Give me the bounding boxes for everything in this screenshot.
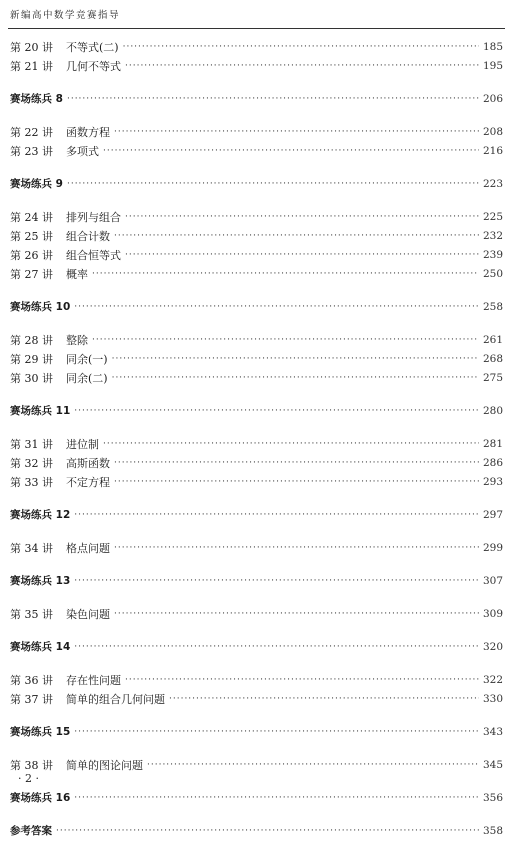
dot-leader: [123, 38, 479, 57]
page-ref: 216: [482, 145, 503, 157]
spacer: [10, 492, 503, 506]
lecture-number: 第 24 讲: [10, 211, 53, 224]
toc-lecture-entry: [10, 142, 503, 161]
toc-section-entry: [10, 298, 503, 317]
spacer: [10, 709, 503, 723]
toc-lecture-entry: [10, 671, 503, 690]
spacer: [10, 284, 503, 298]
page-ref: 309: [482, 608, 503, 620]
page-ref: 358: [482, 825, 503, 837]
lecture-title: 函数方程: [66, 126, 110, 139]
dot-leader: [114, 539, 479, 558]
page-ref: 330: [482, 693, 503, 705]
page-ref: 307: [482, 575, 503, 587]
page-ref: 185: [482, 41, 503, 53]
lecture-title: 简单的图论问题: [66, 759, 143, 772]
dot-leader: [103, 435, 479, 454]
toc-section-entry: [10, 638, 503, 657]
section-title: 赛场练兵 13: [10, 575, 71, 587]
page-ref: 223: [482, 178, 503, 190]
section-title: 赛场练兵 11: [10, 405, 71, 417]
page-ref: 232: [482, 230, 503, 242]
toc-lecture-entry: [10, 605, 503, 624]
page-ref: 297: [482, 509, 503, 521]
page-ref: 208: [482, 126, 503, 138]
toc-lecture-entry: [10, 38, 503, 57]
toc-lecture-entry: [10, 473, 503, 492]
section-title: 赛场练兵 12: [10, 509, 71, 521]
page-ref: 258: [482, 301, 503, 313]
toc-section-entry: [10, 789, 503, 808]
spacer: [10, 317, 503, 331]
dot-leader: [74, 402, 479, 421]
toc-section-entry: [10, 175, 503, 194]
toc-lecture-entry: [10, 690, 503, 709]
lecture-number: 第 25 讲: [10, 230, 53, 243]
lecture-title: 不定方程: [66, 476, 110, 489]
dot-leader: [125, 246, 479, 265]
spacer: [10, 558, 503, 572]
page-ref: 320: [482, 641, 503, 653]
dot-leader: [114, 605, 479, 624]
dot-leader: [114, 227, 479, 246]
lecture-title: 进位制: [66, 438, 99, 451]
lecture-title: 组合计数: [66, 230, 110, 243]
toc-lecture-entry: [10, 123, 503, 142]
dot-leader: [114, 123, 479, 142]
lecture-number: 第 33 讲: [10, 476, 53, 489]
dot-leader: [74, 723, 479, 742]
lecture-title: 同余(一): [66, 353, 108, 366]
dot-leader: [74, 638, 479, 657]
dot-leader: [74, 506, 479, 525]
lecture-title: 几何不等式: [66, 60, 121, 73]
running-head: 新编高中数学竞赛指导: [10, 10, 121, 21]
toc-lecture-entry: [10, 227, 503, 246]
lecture-number: 第 28 讲: [10, 334, 53, 347]
toc-lecture-entry: [10, 246, 503, 265]
dot-leader: [67, 90, 479, 109]
section-title: 参考答案: [10, 825, 52, 837]
lecture-number: 第 37 讲: [10, 693, 53, 706]
lecture-number: 第 21 讲: [10, 60, 53, 73]
section-title: 赛场练兵 14: [10, 641, 71, 653]
lecture-number: 第 23 讲: [10, 145, 53, 158]
page-ref: 286: [482, 457, 503, 469]
page-ref: 206: [482, 93, 503, 105]
spacer: [10, 591, 503, 605]
lecture-number: 第 29 讲: [10, 353, 53, 366]
page-number: · 2 ·: [18, 772, 39, 785]
page-ref: 280: [482, 405, 503, 417]
lecture-number: 第 36 讲: [10, 674, 53, 687]
dot-leader: [74, 789, 479, 808]
spacer: [10, 109, 503, 123]
toc-lecture-entry: [10, 265, 503, 284]
page-ref: 250: [482, 268, 503, 280]
lecture-number: 第 35 讲: [10, 608, 53, 621]
spacer: [10, 775, 503, 789]
page-ref: 195: [482, 60, 503, 72]
dot-leader: [169, 690, 479, 709]
dot-leader: [112, 369, 479, 388]
header-rule: [8, 28, 505, 29]
section-title: 赛场练兵 10: [10, 301, 71, 313]
spacer: [10, 657, 503, 671]
spacer: [10, 742, 503, 756]
lecture-title: 整除: [66, 334, 88, 347]
lecture-title: 概率: [66, 268, 88, 281]
lecture-title: 同余(二): [66, 372, 108, 385]
dot-leader: [125, 671, 479, 690]
section-title: 赛场练兵 9: [10, 178, 63, 190]
dot-leader: [112, 350, 479, 369]
lecture-title: 简单的组合几何问题: [66, 693, 165, 706]
dot-leader: [92, 331, 479, 350]
spacer: [10, 421, 503, 435]
lecture-title: 不等式(二): [66, 41, 119, 54]
lecture-title: 存在性问题: [66, 674, 121, 687]
page-ref: 239: [482, 249, 503, 261]
section-title: 赛场练兵 8: [10, 93, 63, 105]
toc-section-entry: [10, 90, 503, 109]
toc-section-entry: [10, 723, 503, 742]
page-ref: 225: [482, 211, 503, 223]
toc-lecture-entry: [10, 57, 503, 76]
lecture-title: 高斯函数: [66, 457, 110, 470]
toc-lecture-entry: [10, 350, 503, 369]
toc-lecture-entry: [10, 539, 503, 558]
dot-leader: [74, 572, 479, 591]
lecture-number: 第 31 讲: [10, 438, 53, 451]
page-ref: 275: [482, 372, 503, 384]
lecture-number: 第 38 讲: [10, 759, 53, 772]
toc-section-entry: [10, 822, 503, 841]
dot-leader: [74, 298, 479, 317]
dot-leader: [125, 57, 479, 76]
lecture-number: 第 22 讲: [10, 126, 53, 139]
spacer: [10, 388, 503, 402]
dot-leader: [125, 208, 479, 227]
lecture-number: 第 34 讲: [10, 542, 53, 555]
spacer: [10, 808, 503, 822]
spacer: [10, 624, 503, 638]
dot-leader: [103, 142, 479, 161]
lecture-title: 格点问题: [66, 542, 110, 555]
page-ref: 345: [482, 759, 503, 771]
dot-leader: [147, 756, 479, 775]
spacer: [10, 525, 503, 539]
dot-leader: [56, 822, 479, 841]
page-ref: 299: [482, 542, 503, 554]
spacer: [10, 161, 503, 175]
page-ref: 322: [482, 674, 503, 686]
toc-lecture-entry: [10, 208, 503, 227]
toc-section-entry: [10, 506, 503, 525]
lecture-number: 第 32 讲: [10, 457, 53, 470]
section-title: 赛场练兵 16: [10, 792, 71, 804]
dot-leader: [114, 473, 479, 492]
dot-leader: [92, 265, 479, 284]
toc-lecture-entry: [10, 454, 503, 473]
lecture-number: 第 20 讲: [10, 41, 53, 54]
page-ref: 356: [482, 792, 503, 804]
lecture-number: 第 27 讲: [10, 268, 53, 281]
dot-leader: [114, 454, 479, 473]
lecture-title: 排列与组合: [66, 211, 121, 224]
toc-lecture-entry: [10, 756, 503, 775]
toc-section-entry: [10, 402, 503, 421]
lecture-number: 第 30 讲: [10, 372, 53, 385]
toc-lecture-entry: [10, 435, 503, 454]
page-ref: 261: [482, 334, 503, 346]
toc-section-entry: [10, 572, 503, 591]
page-ref: 268: [482, 353, 503, 365]
spacer: [10, 194, 503, 208]
toc-lecture-entry: [10, 369, 503, 388]
spacer: [10, 76, 503, 90]
page-ref: 281: [482, 438, 503, 450]
toc-lecture-entry: [10, 331, 503, 350]
lecture-title: 多项式: [66, 145, 99, 158]
lecture-title: 组合恒等式: [66, 249, 121, 262]
page-ref: 293: [482, 476, 503, 488]
table-of-contents: [10, 38, 503, 841]
section-title: 赛场练兵 15: [10, 726, 71, 738]
lecture-title: 染色问题: [66, 608, 110, 621]
lecture-number: 第 26 讲: [10, 249, 53, 262]
page-ref: 343: [482, 726, 503, 738]
dot-leader: [67, 175, 479, 194]
